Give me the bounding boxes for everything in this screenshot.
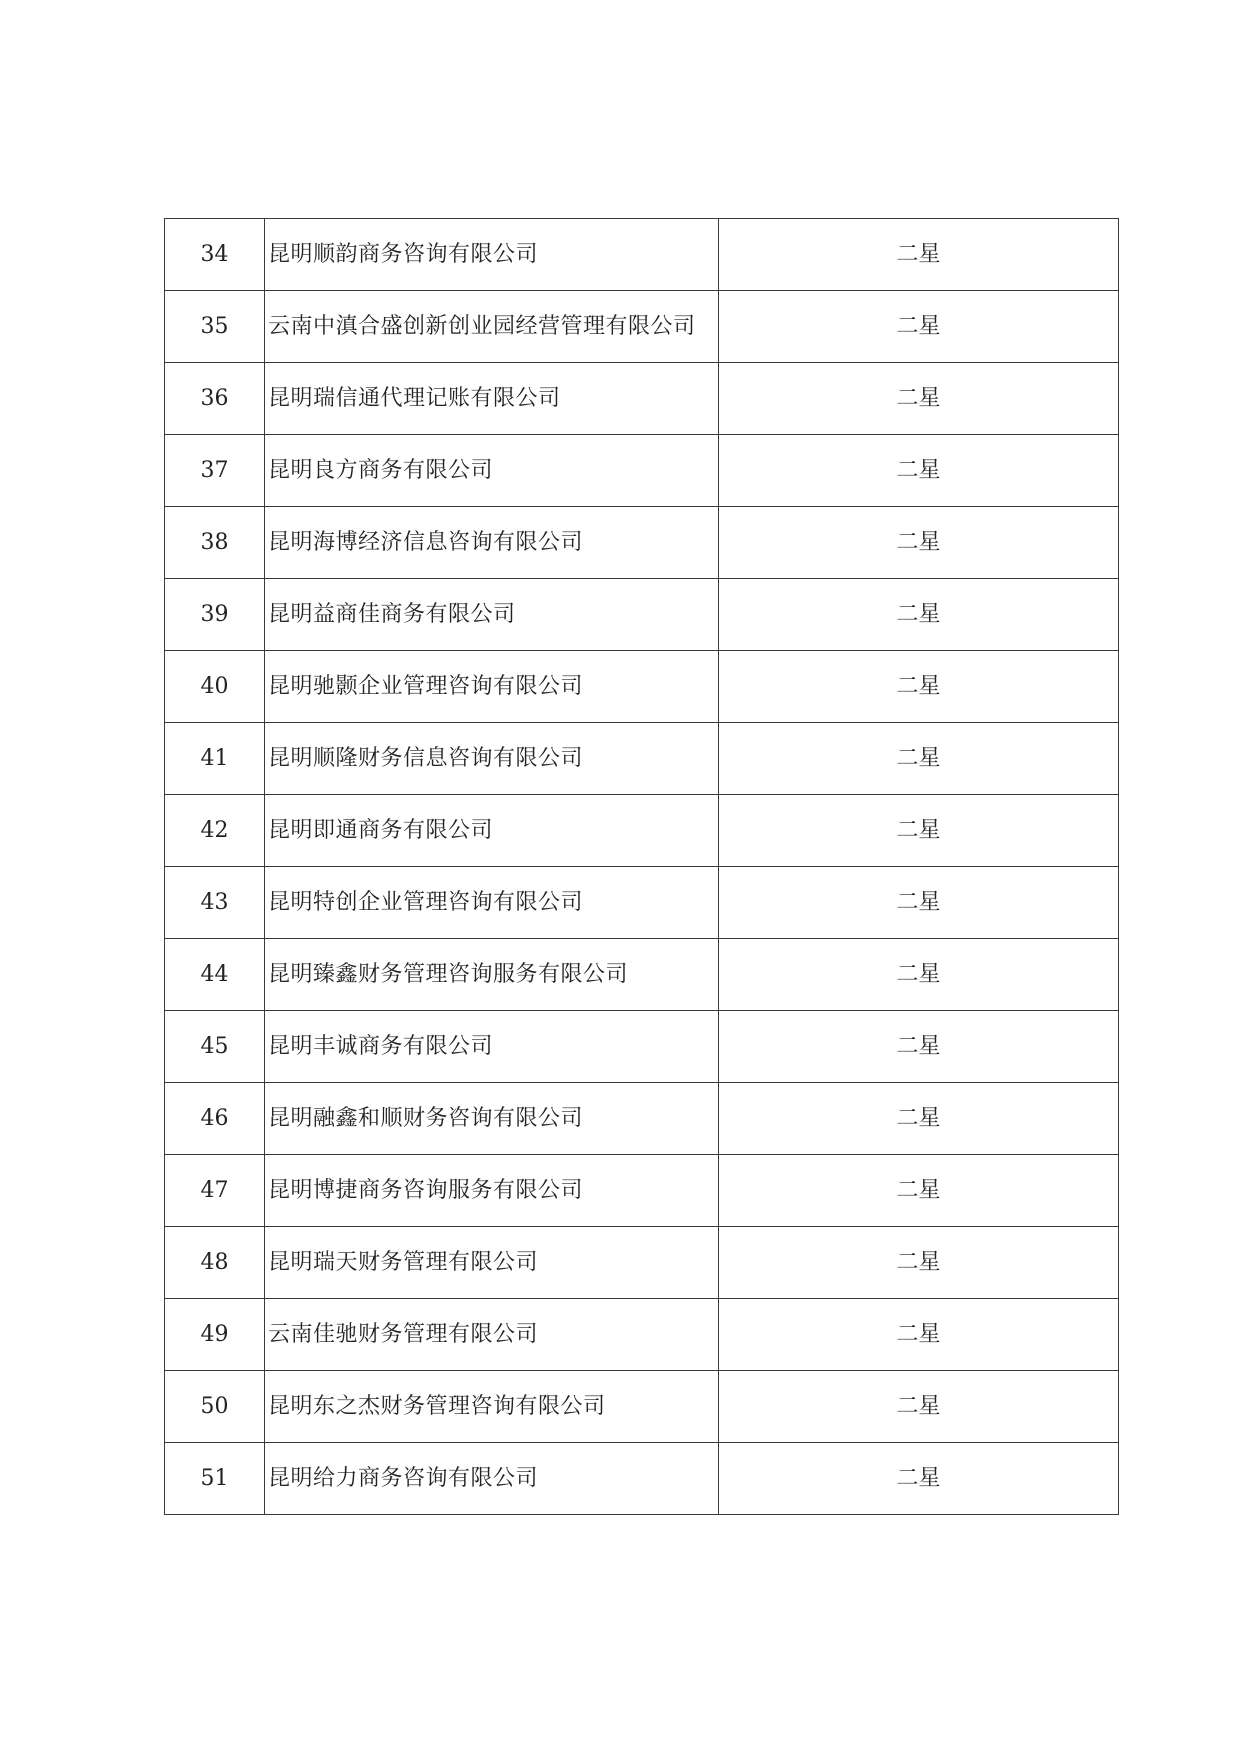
table-body	[165, 219, 1119, 1515]
row-number: 42	[165, 795, 265, 867]
star-rating: 二星	[719, 291, 1119, 363]
table-row	[165, 795, 1119, 867]
row-number: 46	[165, 1083, 265, 1155]
company-name: 云南佳驰财务管理有限公司	[265, 1299, 719, 1371]
company-name: 昆明即通商务有限公司	[265, 795, 719, 867]
row-number: 37	[165, 435, 265, 507]
table-row	[165, 507, 1119, 579]
star-rating: 二星	[719, 1299, 1119, 1371]
row-number: 44	[165, 939, 265, 1011]
company-name: 昆明益商佳商务有限公司	[265, 579, 719, 651]
company-rating-table	[164, 218, 1119, 1515]
company-name: 昆明顺隆财务信息咨询有限公司	[265, 723, 719, 795]
star-rating: 二星	[719, 1371, 1119, 1443]
company-name: 昆明瑞天财务管理有限公司	[265, 1227, 719, 1299]
row-number: 51	[165, 1443, 265, 1515]
company-name: 昆明东之杰财务管理咨询有限公司	[265, 1371, 719, 1443]
star-rating: 二星	[719, 435, 1119, 507]
row-number: 45	[165, 1011, 265, 1083]
table-row	[165, 219, 1119, 291]
company-name: 昆明博捷商务咨询服务有限公司	[265, 1155, 719, 1227]
star-rating: 二星	[719, 795, 1119, 867]
row-number: 41	[165, 723, 265, 795]
star-rating: 二星	[719, 219, 1119, 291]
star-rating: 二星	[719, 939, 1119, 1011]
table-row	[165, 1155, 1119, 1227]
table-row	[165, 867, 1119, 939]
table-row	[165, 723, 1119, 795]
row-number: 38	[165, 507, 265, 579]
star-rating: 二星	[719, 1443, 1119, 1515]
company-name: 昆明特创企业管理咨询有限公司	[265, 867, 719, 939]
star-rating: 二星	[719, 1227, 1119, 1299]
star-rating: 二星	[719, 723, 1119, 795]
row-number: 49	[165, 1299, 265, 1371]
row-number: 34	[165, 219, 265, 291]
star-rating: 二星	[719, 363, 1119, 435]
company-name: 昆明融鑫和顺财务咨询有限公司	[265, 1083, 719, 1155]
row-number: 39	[165, 579, 265, 651]
star-rating: 二星	[719, 579, 1119, 651]
company-name: 昆明给力商务咨询有限公司	[265, 1443, 719, 1515]
table-row	[165, 1011, 1119, 1083]
star-rating: 二星	[719, 1083, 1119, 1155]
table-row	[165, 1227, 1119, 1299]
table-row	[165, 579, 1119, 651]
company-name: 昆明臻鑫财务管理咨询服务有限公司	[265, 939, 719, 1011]
star-rating: 二星	[719, 507, 1119, 579]
star-rating: 二星	[719, 1011, 1119, 1083]
table-row	[165, 939, 1119, 1011]
table-row	[165, 363, 1119, 435]
row-number: 47	[165, 1155, 265, 1227]
table-row	[165, 1443, 1119, 1515]
table-row	[165, 435, 1119, 507]
row-number: 35	[165, 291, 265, 363]
star-rating: 二星	[719, 867, 1119, 939]
table-row	[165, 291, 1119, 363]
row-number: 48	[165, 1227, 265, 1299]
company-name: 昆明丰诚商务有限公司	[265, 1011, 719, 1083]
company-name: 昆明瑞信通代理记账有限公司	[265, 363, 719, 435]
table-row	[165, 1083, 1119, 1155]
company-name: 云南中滇合盛创新创业园经营管理有限公司	[265, 291, 719, 363]
table-row	[165, 651, 1119, 723]
company-name: 昆明驰颢企业管理咨询有限公司	[265, 651, 719, 723]
company-name: 昆明良方商务有限公司	[265, 435, 719, 507]
table-row	[165, 1299, 1119, 1371]
row-number: 36	[165, 363, 265, 435]
star-rating: 二星	[719, 651, 1119, 723]
company-name: 昆明海博经济信息咨询有限公司	[265, 507, 719, 579]
row-number: 50	[165, 1371, 265, 1443]
row-number: 43	[165, 867, 265, 939]
table-row	[165, 1371, 1119, 1443]
row-number: 40	[165, 651, 265, 723]
company-name: 昆明顺韵商务咨询有限公司	[265, 219, 719, 291]
star-rating: 二星	[719, 1155, 1119, 1227]
